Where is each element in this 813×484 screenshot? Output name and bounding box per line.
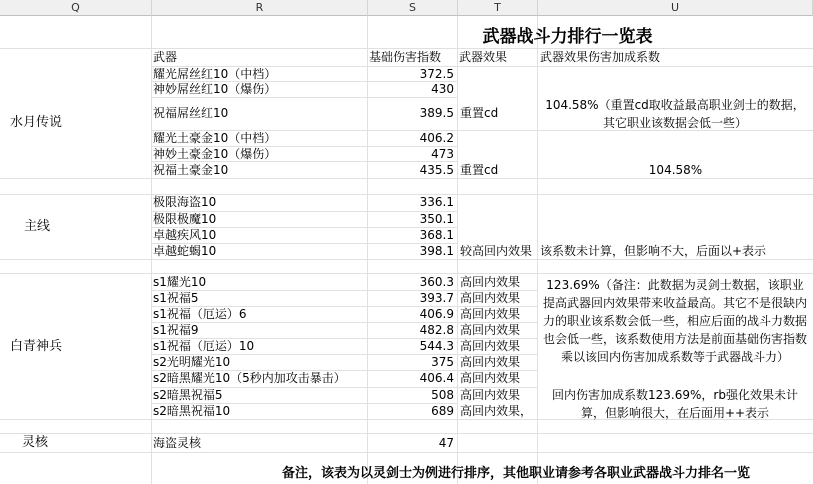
effect-cell[interactable]: 高回内效果 bbox=[460, 275, 521, 289]
weapon-cell[interactable]: 祝福屌丝红10 bbox=[153, 106, 229, 120]
effect-cell[interactable]: 高回内效果 bbox=[460, 371, 521, 385]
col-header-t[interactable] bbox=[458, 0, 538, 16]
base-index-cell[interactable]: 375 bbox=[431, 355, 454, 369]
header-coef: 武器效果伤害加成系数 bbox=[540, 50, 661, 64]
effect-cell[interactable]: 高回内效果 bbox=[460, 323, 521, 337]
footnote: 备注，该表为以灵剑士为例进行排序，其他职业请参考各职业武器战斗力排名一览 bbox=[282, 466, 751, 481]
coef-note-zhuoyue[interactable]: 该系数未计算，但影响不大，后面以+表示 bbox=[540, 244, 767, 258]
effect-cell[interactable]: 高回内效果 bbox=[460, 388, 521, 402]
coef-note-shuiyue-b[interactable]: 104.58% bbox=[648, 163, 703, 177]
gridline bbox=[0, 433, 813, 434]
effect-cell[interactable]: 高回内效果 bbox=[460, 355, 521, 369]
sheet-title: 武器战斗力排行一览表 bbox=[482, 27, 653, 47]
weapon-cell[interactable]: 卓越蛇蝎10 bbox=[153, 244, 217, 258]
weapon-cell[interactable]: s1祝福（厄运）6 bbox=[153, 307, 247, 321]
weapon-cell[interactable]: 极限极魔10 bbox=[153, 212, 217, 226]
base-index-cell[interactable]: 336.1 bbox=[419, 195, 454, 209]
base-index-cell[interactable]: 372.5 bbox=[419, 67, 454, 81]
base-index-cell[interactable]: 47 bbox=[438, 436, 454, 450]
weapon-cell[interactable]: s1祝福5 bbox=[153, 291, 199, 305]
weapon-cell[interactable]: 海盗灵核 bbox=[153, 436, 202, 450]
header-weapon: 武器 bbox=[153, 50, 178, 64]
coef-note-baiqing[interactable]: 123.69%（备注：此数据为灵剑士数据，该职业提高武器回内效果带来收益最高。其它不是很缺内力的职业该系数会低一些，相应后面的战斗力数据也会低一些，该系数使用方法是前面基础伤害指数乘以该回内伤害加成系数等于武器战斗力） bbox=[542, 278, 807, 364]
gridline bbox=[537, 16, 538, 484]
coef-note-s2dark[interactable]: 回内伤害加成系数123.69%，rb强化效果未计算，但影响很大，在后面用++表示 bbox=[552, 388, 798, 420]
col-header-label: Q bbox=[71, 1, 80, 14]
col-header-label: R bbox=[255, 1, 264, 14]
weapon-cell[interactable]: 卓越疾风10 bbox=[153, 228, 217, 242]
weapon-cell[interactable]: 神妙土豪金10（爆伤） bbox=[153, 147, 277, 161]
header-base-index: 基础伤害指数 bbox=[369, 50, 442, 64]
group-label-zhuxian[interactable]: 主线 bbox=[24, 219, 51, 234]
col-header-label: T bbox=[494, 1, 501, 14]
group-label-baiqing[interactable]: 白青神兵 bbox=[10, 339, 63, 354]
weapon-cell[interactable]: s2光明耀光10 bbox=[153, 355, 231, 369]
base-index-cell[interactable]: 398.1 bbox=[419, 244, 454, 258]
base-index-cell[interactable]: 508 bbox=[431, 388, 454, 402]
weapon-cell[interactable]: s1祝福（厄运）10 bbox=[153, 339, 255, 353]
effect-cell[interactable]: 较高回内效果 bbox=[460, 244, 533, 258]
weapon-cell[interactable]: s2暗黑耀光10（5秒内加攻击暴击） bbox=[153, 371, 346, 385]
weapon-cell[interactable]: s2暗黑祝福10 bbox=[153, 404, 231, 418]
effect-cell[interactable]: 重置cd bbox=[460, 106, 499, 120]
weapon-cell[interactable]: 耀光土豪金10（中档） bbox=[153, 131, 277, 145]
effect-clip bbox=[459, 244, 537, 259]
col-header-r[interactable] bbox=[152, 0, 368, 16]
base-index-cell[interactable]: 689 bbox=[431, 404, 454, 418]
gridline bbox=[0, 273, 813, 274]
col-header-u[interactable] bbox=[538, 0, 813, 16]
gridline bbox=[151, 161, 457, 162]
col-header-label: S bbox=[409, 1, 416, 14]
effect-cell[interactable]: 重置cd bbox=[460, 163, 499, 177]
gridline bbox=[457, 16, 458, 484]
base-index-cell[interactable]: 393.7 bbox=[419, 291, 454, 305]
footnote-clip bbox=[0, 455, 813, 484]
gridline bbox=[151, 97, 457, 98]
base-index-cell[interactable]: 389.5 bbox=[419, 106, 454, 120]
base-index-cell[interactable]: 473 bbox=[431, 147, 454, 161]
base-index-cell[interactable]: 406.9 bbox=[419, 307, 454, 321]
base-index-cell[interactable]: 435.5 bbox=[419, 163, 454, 177]
weapon-cell[interactable]: s2暗黑祝福5 bbox=[153, 388, 223, 402]
weapon-cell[interactable]: 神妙屌丝红10（爆伤） bbox=[153, 82, 277, 96]
base-index-cell[interactable]: 368.1 bbox=[419, 228, 454, 242]
weapon-cell[interactable]: 耀光屌丝红10（中档） bbox=[153, 67, 277, 81]
col-header-q[interactable] bbox=[0, 0, 152, 16]
base-index-cell[interactable]: 482.8 bbox=[419, 323, 454, 337]
weapon-cell[interactable]: 极限海盗10 bbox=[153, 195, 217, 209]
header-effect: 武器效果 bbox=[459, 50, 508, 64]
gridline bbox=[151, 16, 152, 484]
gridline bbox=[0, 48, 813, 49]
base-index-cell[interactable]: 406.2 bbox=[419, 131, 454, 145]
gridline bbox=[0, 452, 813, 453]
effect-cell[interactable]: 高回内效果 bbox=[460, 307, 521, 321]
weapon-cell[interactable]: s1耀光10 bbox=[153, 275, 207, 289]
col-header-label: U bbox=[670, 1, 680, 14]
group-label-shuiyue[interactable]: 水月传说 bbox=[10, 115, 63, 130]
effect-cell[interactable]: 高回内效果 bbox=[460, 291, 521, 305]
weapon-cell[interactable]: s1祝福9 bbox=[153, 323, 199, 337]
base-index-cell[interactable]: 350.1 bbox=[419, 212, 454, 226]
base-index-cell[interactable]: 406.4 bbox=[419, 371, 454, 385]
gridline bbox=[0, 178, 813, 179]
gridline bbox=[0, 259, 813, 260]
col-header-s[interactable] bbox=[368, 0, 458, 16]
weapon-cell[interactable]: 祝福土豪金10 bbox=[153, 163, 229, 177]
group-label-linghe[interactable]: 灵核 bbox=[22, 435, 49, 450]
coef-note-shuiyue-a[interactable]: 104.58%（重置cd取收益最高职业剑士的数据，其它职业该数据会低一些） bbox=[545, 98, 805, 130]
effect-cell[interactable]: 高回内效果， bbox=[460, 404, 533, 418]
base-index-cell[interactable]: 430 bbox=[431, 82, 454, 96]
base-index-cell[interactable]: 360.3 bbox=[419, 275, 454, 289]
base-index-cell[interactable]: 544.3 bbox=[419, 339, 454, 353]
effect-cell[interactable]: 高回内效果 bbox=[460, 339, 521, 353]
